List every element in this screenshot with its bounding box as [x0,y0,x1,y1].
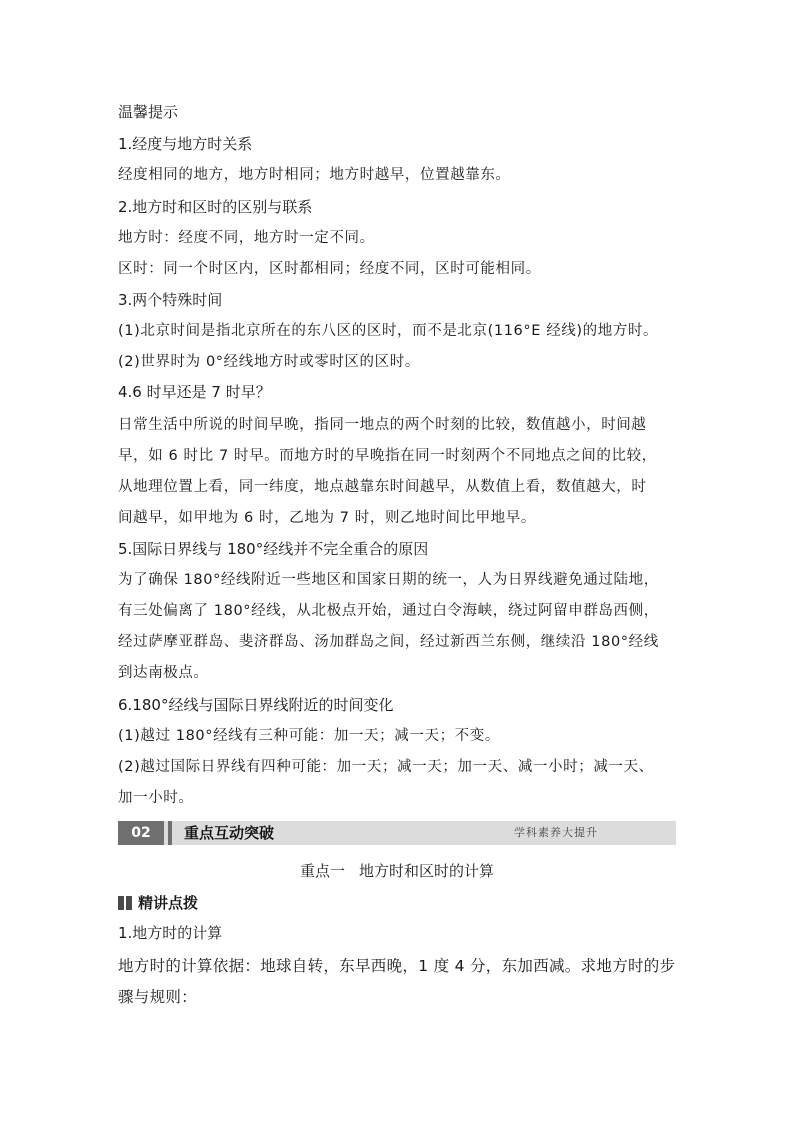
tips-title: 温馨提示 [118,103,179,121]
tip-heading-5: 5.国际日界线与 180°经线并不完全重合的原因 [118,540,429,558]
tip-text-4-line-3: 从地理位置上看，同一纬度，地点越靠东时间越早，从数值上看，数值越大，时 [118,479,647,495]
tip-text-5-line-1: 为了确保 180°经线附近一些地区和国家日期的统一，人为日界线避免通过陆地， [118,572,659,588]
tip-text-3a: (1)北京时间是指北京所在的东八区的区时，而不是北京(116°E 经线)的地方时。 [118,323,659,339]
calc-text-line-1: 地方时的计算依据：地球自转，东早西晚，1 度 4 分，东加西减。求地方时的步 [118,957,676,975]
tip-heading-2: 2.地方时和区时的区别与联系 [118,198,313,216]
calc-text-line-2: 骤与规则： [118,988,198,1006]
tip-text-4-line-1: 日常生活中所说的时间早晚，指同一地点的两个时刻的比较，数值越小，时间越 [118,417,647,433]
tip-text-6b-line-1: (2)越过国际日界线有四种可能：加一天；减一天；加一天、减一小时；减一天、 [118,759,654,775]
banner-subtitle: 学科素养大提升 [514,826,598,839]
key-point-label: 重点一 [299,862,345,880]
tip-text-5-line-2: 有三处偏离了 180°经线，从北极点开始，通过白令海峡，绕过阿留申群岛西侧， [118,603,659,619]
tip-text-1: 经度相同的地方，地方时相同；地方时越早，位置越靠东。 [118,167,511,183]
tip-text-4-line-4: 间越早，如甲地为 6 时，乙地为 7 时，则乙地时间比甲地早。 [118,510,536,526]
tip-heading-4: 4.6 时早还是 7 时早？ [118,383,271,401]
key-point-heading: 地方时和区时的计算 [359,862,495,880]
tip-heading-6: 6.180°经线与国际日界线附近的时间变化 [118,696,394,714]
tip-text-5-line-4: 到达南极点。 [118,665,209,681]
tip-text-5-line-3: 经过萨摩亚群岛、斐济群岛、汤加群岛之间，经过新西兰东侧，继续沿 180°经线 [118,634,659,650]
key-point-title [0,860,794,882]
tip-text-4-line-2: 早，如 6 时比 7 时早。而地方时的早晚指在同一时刻两个不同地点之间的比较， [118,448,657,464]
tip-text-6a: (1)越过 180°经线有三种可能：加一天；减一天；不变。 [118,728,500,744]
bookmark-icon [118,896,132,910]
tip-text-2b: 区时：同一个时区内，区时都相同；经度不同，区时可能相同。 [118,261,541,277]
tip-text-3b: (2)世界时为 0°经线地方时或零时区的区时。 [118,354,420,370]
banner-title: 重点互动突破 [184,824,275,842]
section-banner [118,821,676,845]
tip-heading-3: 3.两个特殊时间 [118,291,223,309]
calc-heading: 1.地方时的计算 [118,924,223,942]
tip-text-2a: 地方时：经度不同，地方时一定不同。 [118,230,375,246]
jingjiang-label: 精讲点拨 [138,894,199,912]
banner-number: 02 [118,821,164,845]
tip-heading-1: 1.经度与地方时关系 [118,135,253,153]
banner-divider [168,821,172,845]
tip-text-6b-line-2: 加一小时。 [118,790,194,806]
